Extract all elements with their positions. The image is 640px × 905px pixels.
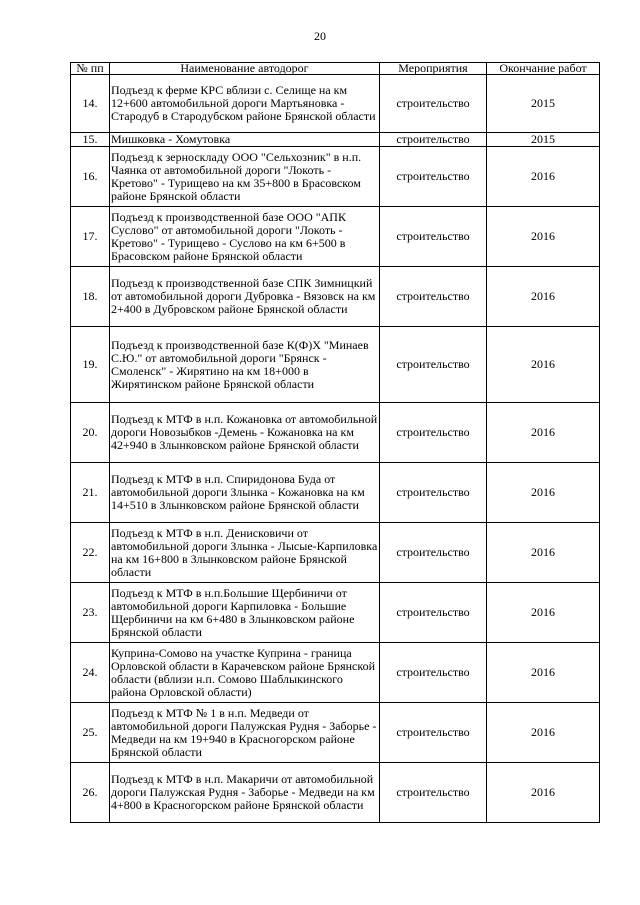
row-number: 15. xyxy=(71,133,110,147)
table-row xyxy=(71,583,600,643)
row-number: 22. xyxy=(71,523,110,583)
table-header-row xyxy=(71,63,600,75)
row-number: 19. xyxy=(71,327,110,403)
table-row xyxy=(71,267,600,327)
row-number: 26. xyxy=(71,763,110,823)
header-number: № пп xyxy=(71,63,110,75)
roads-table xyxy=(70,62,600,823)
row-action: строительство xyxy=(380,643,487,703)
row-year: 2016 xyxy=(487,643,600,703)
row-year: 2016 xyxy=(487,327,600,403)
road-name: Подъезд к МТФ № 1 в н.п. Медведи от автомобильной дороги Палужская Рудня - Заборье - Медведи на км 19+940 в Красногорском районе Брянской области xyxy=(110,703,380,763)
table-row xyxy=(71,643,600,703)
table-row xyxy=(71,463,600,523)
row-action: строительство xyxy=(380,463,487,523)
road-name: Подъезд к МТФ в н.п.Большие Щербиничи от автомобильной дороги Карпиловка - Большие Щербиничи на км 6+480 в Злынковском районе Брянской области xyxy=(110,583,380,643)
row-number: 25. xyxy=(71,703,110,763)
row-number: 24. xyxy=(71,643,110,703)
row-year: 2016 xyxy=(487,147,600,207)
table-row xyxy=(71,207,600,267)
row-action: строительство xyxy=(380,75,487,133)
row-number: 14. xyxy=(71,75,110,133)
row-action: строительство xyxy=(380,327,487,403)
row-action: строительство xyxy=(380,703,487,763)
row-action: строительство xyxy=(380,523,487,583)
row-action: строительство xyxy=(380,267,487,327)
row-action: строительство xyxy=(380,207,487,267)
row-number: 16. xyxy=(71,147,110,207)
row-action: строительство xyxy=(380,763,487,823)
road-name: Подъезд к МТФ в н.п. Денисковичи от автомобильной дороги Злынка - Лысые-Карпиловка на км 16+800 в Злынковском районе Брянской области xyxy=(110,523,380,583)
road-name: Подъезд к производственной базе ООО "АПК Суслово" от автомобильной дороги "Локоть - Кретово" - Турищево - Суслово на км 6+500 в Брасовском районе Брянской области xyxy=(110,207,380,267)
table-row xyxy=(71,75,600,133)
row-year: 2016 xyxy=(487,583,600,643)
row-year: 2016 xyxy=(487,523,600,583)
table-row xyxy=(71,147,600,207)
row-year: 2016 xyxy=(487,403,600,463)
header-action: Мероприятия xyxy=(380,63,487,75)
row-year: 2016 xyxy=(487,207,600,267)
row-action: строительство xyxy=(380,133,487,147)
table-row xyxy=(71,763,600,823)
road-name: Подъезд к производственной базе К(Ф)Х "Минаев С.Ю." от автомобильной дороги "Брянск - Смоленск" - Жирятино на км 18+000 в Жирятинском районе Брянской области xyxy=(110,327,380,403)
row-year: 2016 xyxy=(487,463,600,523)
row-year: 2015 xyxy=(487,133,600,147)
row-action: строительство xyxy=(380,403,487,463)
row-year: 2016 xyxy=(487,703,600,763)
row-number: 21. xyxy=(71,463,110,523)
road-name: Подъезд к МТФ в н.п. Спиридонова Буда от автомобильной дороги Злынка - Кожановка на км 14+510 в Злынковском районе Брянской области xyxy=(110,463,380,523)
road-name: Подъезд к ферме КРС вблизи с. Селище на км 12+600 автомобильной дороги Мартьяновка - Стародуб в Стародубском районе Брянской области xyxy=(110,75,380,133)
road-name: Подъезд к МТФ в н.п. Макаричи от автомобильной дороги Палужская Рудня - Заборье - Медведи на км 4+800 в Красногорском районе Брянской области xyxy=(110,763,380,823)
row-year: 2015 xyxy=(487,75,600,133)
row-number: 20. xyxy=(71,403,110,463)
row-number: 17. xyxy=(71,207,110,267)
road-name: Мишковка - Хомутовка xyxy=(110,133,380,147)
header-completion: Окончание работ xyxy=(487,63,600,75)
table-row xyxy=(71,703,600,763)
row-number: 18. xyxy=(71,267,110,327)
road-name: Подъезд к производственной базе СПК Зимницкий от автомобильной дороги Дубровка - Вязовск на км 2+400 в Дубровском районе Брянской области xyxy=(110,267,380,327)
table-row xyxy=(71,523,600,583)
road-name: Подъезд к зерноскладу ООО "Сельхозник" в н.п. Чаянка от автомобильной дороги "Локоть - Кретово" - Турищево на км 35+800 в Брасовском районе Брянской области xyxy=(110,147,380,207)
table-row xyxy=(71,327,600,403)
row-year: 2016 xyxy=(487,763,600,823)
road-name: Подъезд к МТФ в н.п. Кожановка от автомобильной дороги Новозыбков -Демень - Кожановка на км 42+940 в Злынковском районе Брянской области xyxy=(110,403,380,463)
row-action: строительство xyxy=(380,583,487,643)
page-number: 20 xyxy=(314,29,326,43)
header-road-name: Наименование автодорог xyxy=(110,63,380,75)
table-row xyxy=(71,133,600,147)
table-row xyxy=(71,403,600,463)
road-name: Куприна-Сомово на участке Куприна - граница Орловской области в Карачевском районе Брянской области (вблизи н.п. Сомово Шаблыкинского района Орловской области) xyxy=(110,643,380,703)
row-action: строительство xyxy=(380,147,487,207)
row-number: 23. xyxy=(71,583,110,643)
row-year: 2016 xyxy=(487,267,600,327)
